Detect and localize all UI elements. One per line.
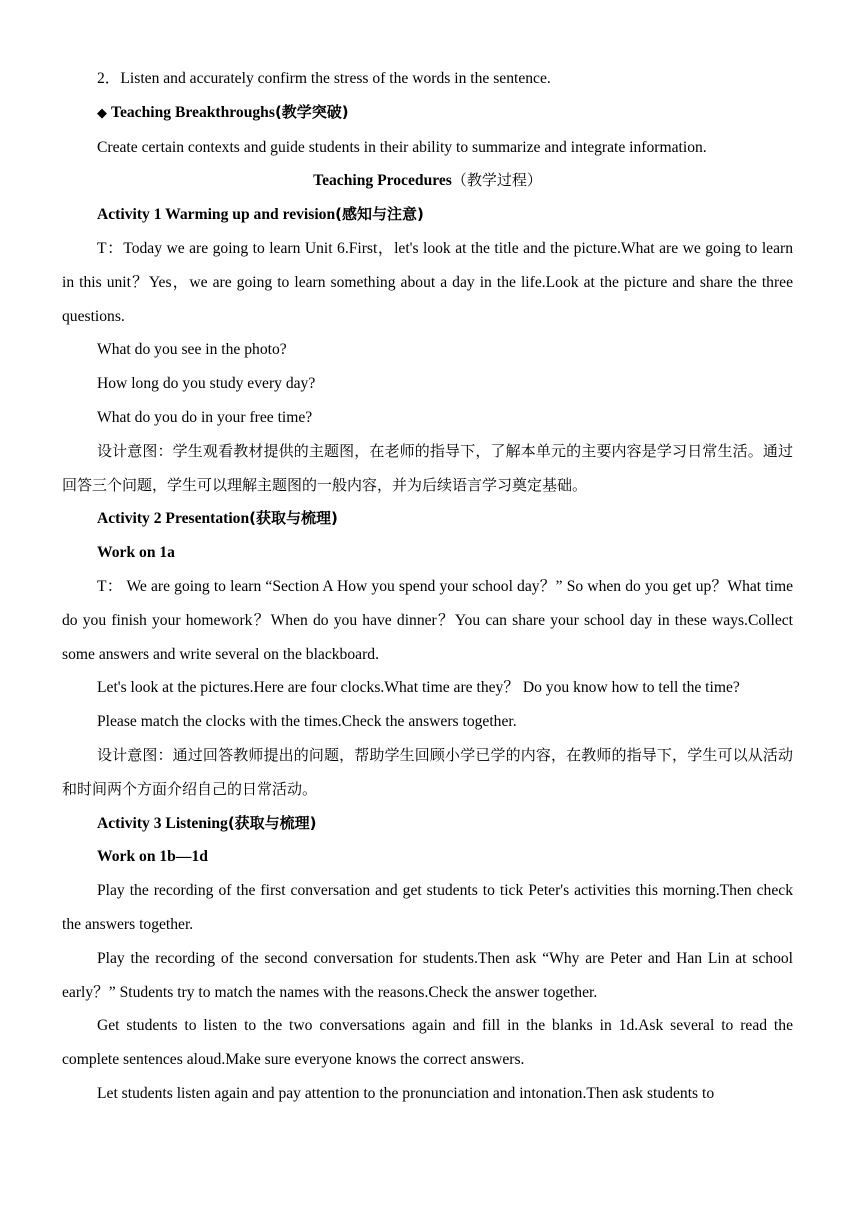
procedures-heading-cn: （教学过程） [451, 171, 542, 190]
activity2-subheading: Work on 1a [97, 544, 175, 562]
breakthroughs-heading-en: Teaching Breakthroughs [111, 103, 275, 121]
activity2-design-note: 设计意图：通过回答教师提出的问题，帮助学生回顾小学已学的内容，在教师的指导下，学生可以从活动和时间两个方面介绍自己的日常活动。 [62, 745, 793, 798]
procedures-heading-en: Teaching Procedures [313, 172, 452, 190]
breakthroughs-heading-cn: (教学突破) [274, 102, 349, 121]
activity1-heading-en: Activity 1 Warming up and revision [97, 206, 336, 224]
activity3-paragraph-1: Play the recording of the first conversation and get students to tick Peter's activities this morning.Then check the answers together. [62, 882, 793, 933]
activity1-question-2: How long do you study every day? [97, 375, 316, 393]
activity3-heading [62, 807, 793, 841]
activity1-heading [62, 198, 793, 232]
breakthroughs-text: Create certain contexts and guide students in their ability to summarize and integrate information. [97, 138, 707, 156]
procedures-heading [62, 164, 793, 198]
document-page [62, 62, 793, 1111]
activity2-paragraph-2: Let's look at the pictures.Here are four clocks.What time are they？ Do you know how to tell the time? [97, 679, 740, 697]
activity3-paragraph-3: Get students to listen to the two conversations again and fill in the blanks in 1d.Ask several to read the complete sentences aloud.Make sure everyone knows the correct answers. [62, 1017, 793, 1069]
activity3-paragraph-2: Play the recording of the second conversation for students.Then ask “Why are Peter and Han Lin at school early？” Students try to match the names with the reasons.Check the answer together. [62, 949, 793, 1001]
activity1-heading-cn: (感知与注意) [335, 205, 424, 224]
activity3-heading-cn: (获取与梳理) [227, 813, 317, 832]
activity3-paragraph-4: Let students listen again and pay attention to the pronunciation and intonation.Then ask students to [97, 1084, 715, 1102]
objective-2: 2．Listen and accurately confirm the stress of the words in the sentence. [97, 70, 551, 87]
activity3-heading-en: Activity 3 Listening [97, 814, 228, 832]
diamond-bullet-icon: ◆ [97, 105, 107, 121]
activity3-subheading: Work on 1b—1d [97, 848, 208, 866]
activity2-heading-cn: (获取与梳理) [249, 509, 338, 528]
activity2-heading [62, 502, 793, 536]
activity2-paragraph-3: Please match the clocks with the times.Check the answers together. [97, 713, 517, 731]
activity1-question-3: What do you do in your free time? [97, 408, 313, 426]
activity2-heading-en: Activity 2 Presentation [97, 510, 250, 528]
breakthroughs-heading [62, 96, 793, 131]
activity2-paragraph-1: T： We are going to learn “Section A How you spend your school day？” So when do you get up？What time do you finish your homework？When do you have dinner？You can share your school day in these ways.Collect some answers and write several on the blackboard. [62, 577, 793, 663]
activity1-paragraph: T：Today we are going to learn Unit 6.First，let's look at the title and the picture.What are we going to learn in this unit？Yes，we are going to learn something about a day in the life.Look at the picture and share the three questions. [62, 239, 793, 325]
activity1-design-note: 设计意图：学生观看教材提供的主题图，在老师的指导下，了解本单元的主要内容是学习日常生活。通过回答三个问题，学生可以理解主题图的一般内容，并为后续语言学习奠定基础。 [62, 441, 793, 494]
activity1-question-1: What do you see in the photo? [97, 341, 287, 359]
